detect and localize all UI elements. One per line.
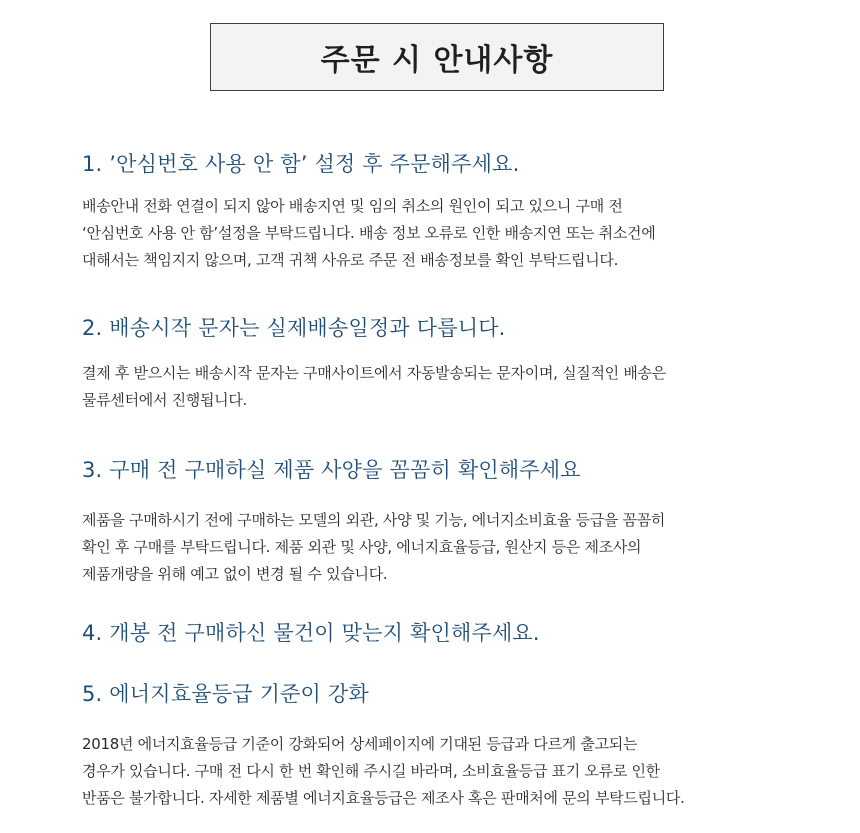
section-1-body bbox=[82, 193, 655, 274]
section-5-line-1: 2018년 에너지효율등급 기준이 강화되어 상세페이지에 기대된 등급과 다르게 출고되는 bbox=[82, 735, 638, 753]
section-1-heading: 1. ’안심번호 사용 안 함’ 설정 후 주문해주세요. bbox=[82, 152, 520, 176]
section-3-line-1: 제품을 구매하시기 전에 구매하는 모델의 외관, 사양 및 기능, 에너지소비효율 등급을 꼼꼼히 bbox=[82, 511, 666, 529]
section-2-line-2: 물류센터에서 진행됩니다. bbox=[82, 391, 248, 409]
section-5-line-3: 반품은 불가합니다. 자세한 제품별 에너지효율등급은 제조사 혹은 판매처에 문의 부탁드립니다. bbox=[82, 789, 685, 807]
title-box bbox=[210, 23, 664, 91]
section-3-body bbox=[82, 507, 665, 588]
section-5-heading: 5. 에너지효율등급 기준이 강화 bbox=[82, 682, 369, 706]
section-2-heading: 2. 배송시작 문자는 실제배송일정과 다릅니다. bbox=[82, 316, 506, 340]
section-3-line-2: 확인 후 구매를 부탁드립니다. 제품 외관 및 사양, 에너지효율등급, 원산지 등은 제조사의 bbox=[82, 538, 642, 556]
page-title: 주문 시 안내사항 bbox=[320, 43, 554, 78]
section-5-body bbox=[82, 731, 685, 812]
section-1-line-2: ‘안심번호 사용 안 함’설정을 부탁드립니다. 배송 정보 오류로 인한 배송지연 또는 취소건에 bbox=[82, 224, 656, 242]
section-3-heading: 3. 구매 전 구매하실 제품 사양을 꼼꼼히 확인해주세요 bbox=[82, 458, 581, 482]
section-3-line-3: 제품개량을 위해 예고 없이 변경 될 수 있습니다. bbox=[82, 565, 388, 583]
section-2-body bbox=[82, 360, 666, 414]
section-4-heading: 4. 개봉 전 구매하신 물건이 맞는지 확인해주세요. bbox=[82, 621, 540, 645]
section-2-line-1: 결제 후 받으시는 배송시작 문자는 구매사이트에서 자동발송되는 문자이며, 실질적인 배송은 bbox=[82, 364, 666, 382]
section-5-line-2: 경우가 있습니다. 구매 전 다시 한 번 확인해 주시길 바라며, 소비효율등급 표기 오류로 인한 bbox=[82, 762, 660, 780]
section-1-line-3: 대해서는 책임지지 않으며, 고객 귀책 사유로 주문 전 배송정보를 확인 부탁드립니다. bbox=[82, 251, 619, 269]
section-1-line-1: 배송안내 전화 연결이 되지 않아 배송지연 및 임의 취소의 원인이 되고 있으니 구매 전 bbox=[82, 197, 623, 215]
